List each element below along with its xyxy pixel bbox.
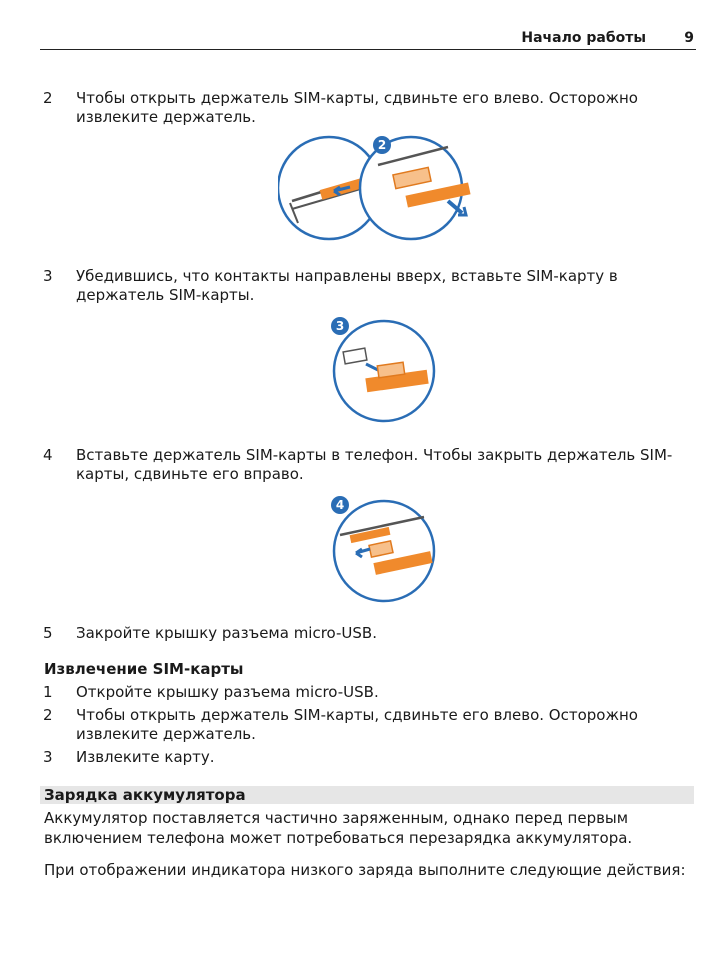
illustration-insert-card <box>330 316 442 424</box>
badge-4: 4 <box>335 498 345 512</box>
page-number: 9 <box>684 30 694 46</box>
step-text: Извлеките карту. <box>76 748 215 766</box>
badge-2: 2 <box>377 138 387 152</box>
illustration-open-holder <box>278 133 488 245</box>
step-number: 3 <box>43 748 53 766</box>
charging-heading-text: Зарядка аккумулятора <box>44 786 246 804</box>
charging-paragraph-2: При отображении индикатора низкого заряда выполните следующие действия: <box>44 861 686 879</box>
step-text: Откройте крышку разъема micro-USB. <box>76 683 379 701</box>
step-text: Вставьте держатель SIM-карты в телефон. Чтобы закрыть держатель SIM-карты, сдвиньте его вправо. <box>76 446 673 483</box>
step-number: 4 <box>43 446 53 464</box>
step-number: 1 <box>43 683 53 701</box>
page-header <box>40 28 696 50</box>
charging-paragraph-1: Аккумулятор поставляется частично заряженным, однако перед первым включением телефона может потребоваться перезарядка аккумулятора. <box>44 809 633 847</box>
step-number: 2 <box>43 706 53 724</box>
step-text: Чтобы открыть держатель SIM-карты, сдвиньте его влево. Осторожно извлеките держатель. <box>76 706 638 743</box>
illustration-insert-holder <box>330 495 442 605</box>
step-text: Закройте крышку разъема micro-USB. <box>76 624 377 642</box>
section-title: Начало работы <box>521 30 646 46</box>
step-number: 5 <box>43 624 53 642</box>
badge-3: 3 <box>335 319 345 333</box>
step-number: 2 <box>43 89 53 107</box>
charging-heading <box>40 786 694 804</box>
step-number: 3 <box>43 267 53 285</box>
step-text: Чтобы открыть держатель SIM-карты, сдвиньте его влево. Осторожно извлеките держатель. <box>76 89 638 126</box>
step-text: Убедившись, что контакты направлены вверх, вставьте SIM-карту в держатель SIM-карты. <box>76 267 618 304</box>
removal-heading: Извлечение SIM-карты <box>44 660 244 678</box>
